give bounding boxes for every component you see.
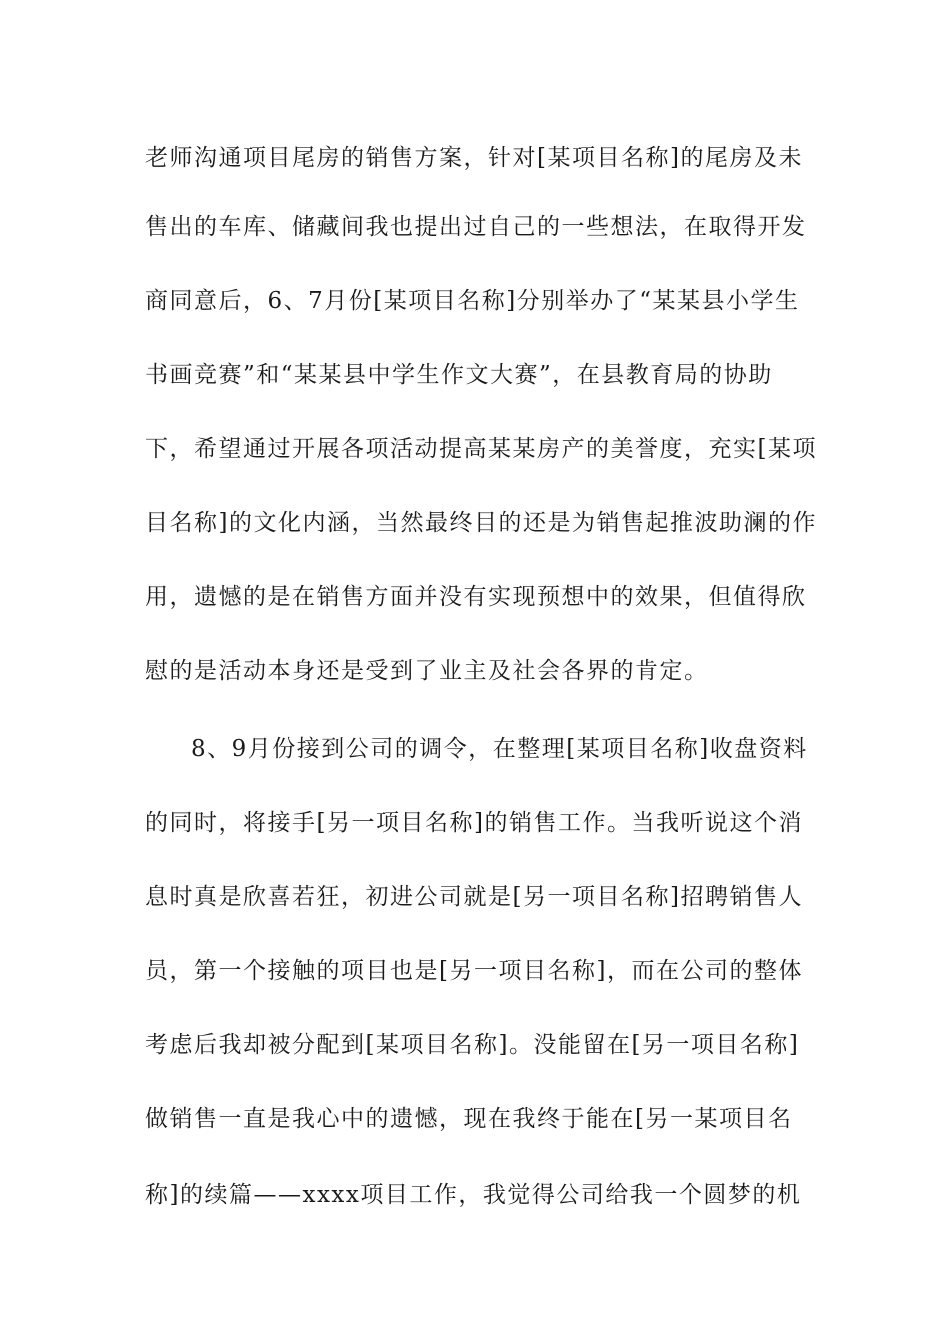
paragraph-1-line-5: 下，希望通过开展各项活动提高某某房产的美誉度，充实[某项 [145, 436, 817, 462]
paragraph-2-line-5: 考虑后我却被分配到[某项目名称]。没能留在[另一项目名称] [145, 1032, 800, 1058]
paragraph-1-line-2: 售出的车库、储藏间我也提出过自己的一些想法，在取得开发 [145, 214, 807, 240]
paragraph-2-line-4: 员，第一个接触的项目也是[另一项目名称]，而在公司的整体 [145, 958, 803, 984]
paragraph-2-line-1: 8、9月份接到公司的调令，在整理[某项目名称]收盘资料 [191, 736, 808, 762]
paragraph-2-line-3: 息时真是欣喜若狂，初进公司就是[另一项目名称]招聘销售人 [145, 884, 803, 910]
paragraph-1-line-3: 商同意后，6、7月份[某项目名称]分别举办了“某某县小学生 [145, 288, 800, 314]
paragraph-1-line-6: 目名称]的文化内涵，当然最终目的还是为销售起推波助澜的作 [145, 510, 817, 536]
paragraph-2-line-2: 的同时，将接手[另一项目名称]的销售工作。当我听说这个消 [145, 810, 803, 836]
paragraph-1-line-7: 用，遗憾的是在销售方面并没有实现预想中的效果，但值得欣 [145, 584, 807, 610]
paragraph-1-line-1: 老师沟通项目尾房的销售方案，针对[某项目名称]的尾房及未 [145, 145, 803, 171]
paragraph-2-line-7: 称]的续篇——xxxx项目工作，我觉得公司给我一个圆梦的机 [145, 1182, 802, 1208]
paragraph-2-line-6: 做销售一直是我心中的遗憾，现在我终于能在[另一某项目名 [145, 1106, 793, 1132]
paragraph-1-line-4: 书画竞赛”和“某某县中学生作文大赛”，在县教育局的协助 [145, 362, 773, 388]
paragraph-1-line-8: 慰的是活动本身还是受到了业主及社会各界的肯定。 [145, 658, 709, 684]
